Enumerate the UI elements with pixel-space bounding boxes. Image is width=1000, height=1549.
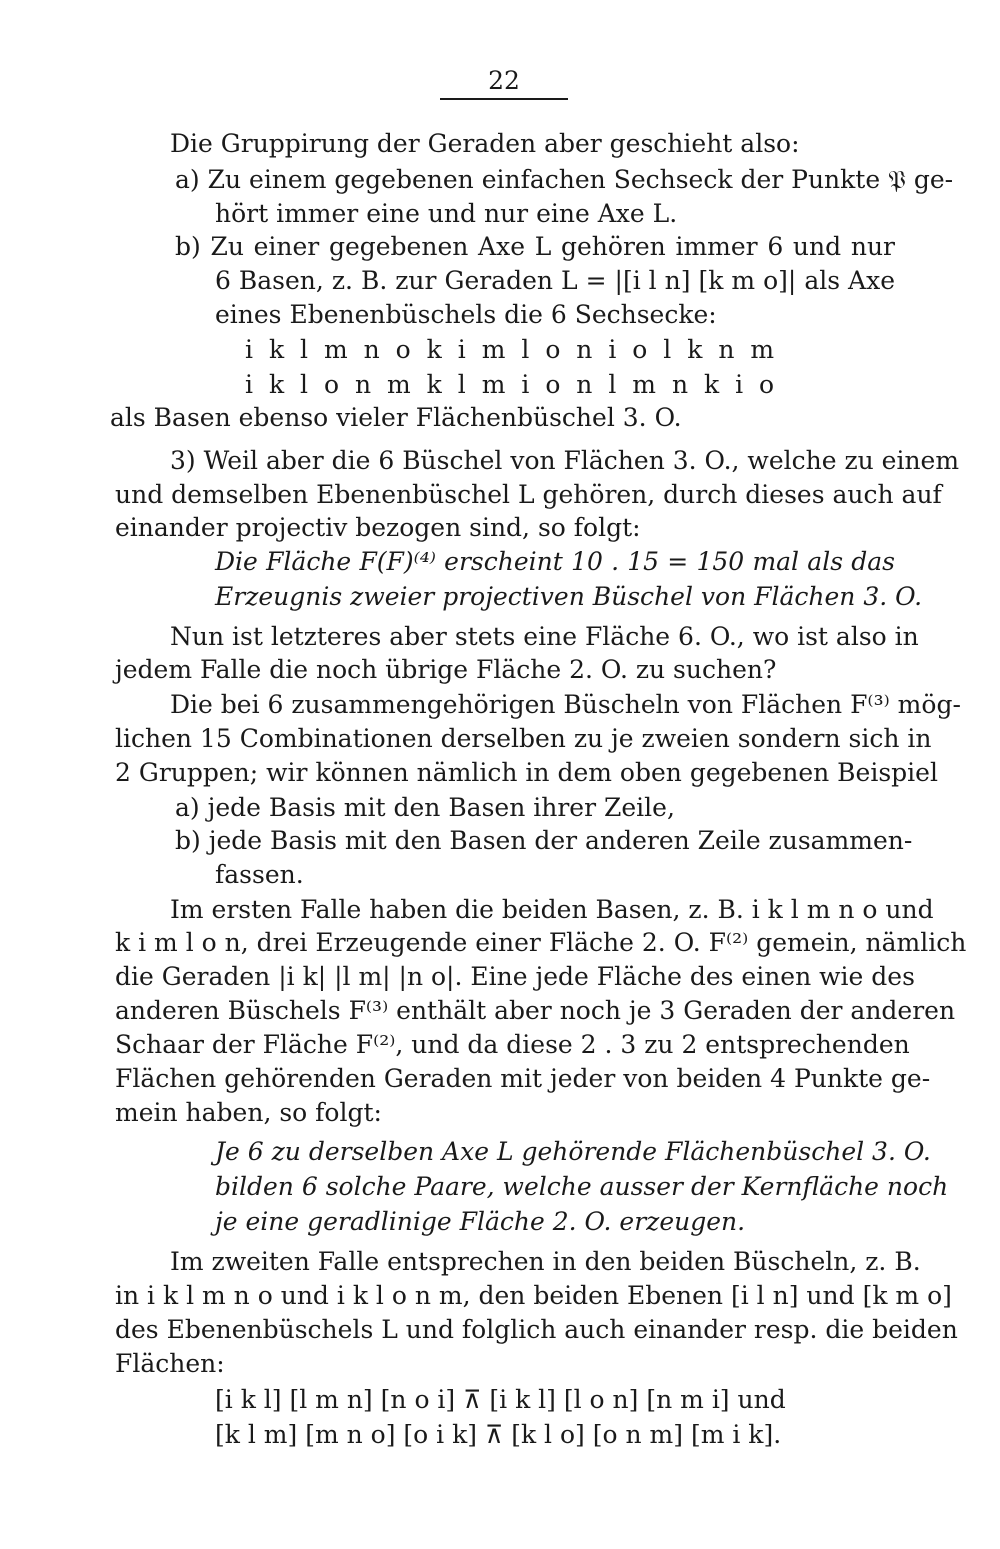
- text-line: k i m l o n, drei Erzeugende einer Fläche 2. O. F⁽²⁾ gemein, nämlich: [115, 928, 967, 957]
- theorem-line: Je 6 zu derselben Axe L gehörende Flächenbüschel 3. O.: [215, 1137, 931, 1166]
- theorem-line: Erzeugnis zweier projectiven Büschel von Flächen 3. O.: [215, 582, 923, 611]
- page-number: 22: [440, 66, 568, 100]
- text-line: fassen.: [215, 860, 304, 889]
- text-line: Die Gruppirung der Geraden aber geschieht also:: [170, 129, 800, 158]
- text-line: a) jede Basis mit den Basen ihrer Zeile,: [175, 793, 675, 822]
- text-line: einander projectiv bezogen sind, so folgt:: [115, 513, 641, 542]
- hexagon-row-2: i k l o n m k l m i o n l m n k i o: [245, 370, 779, 399]
- text-line: und demselben Ebenenbüschel L gehören, durch dieses auch auf: [115, 480, 942, 509]
- text-line: lichen 15 Combinationen derselben zu je zweien sondern sich in: [115, 724, 932, 753]
- text-line: Im ersten Falle haben die beiden Basen, z. B. i k l m n o und: [170, 895, 934, 924]
- text-line: anderen Büschels F⁽³⁾ enthält aber noch je 3 Geraden der anderen: [115, 996, 956, 1025]
- text-line: 3) Weil aber die 6 Büschel von Flächen 3. O., welche zu einem: [170, 446, 960, 475]
- correspondence-row-2: [k l m] [m n o] [o i k] ⊼ [k l o] [o n m] [m i k].: [215, 1420, 782, 1449]
- text-line: die Geraden |i k| |l m| |n o|. Eine jede Fläche des einen wie des: [115, 962, 915, 991]
- text-line: b) jede Basis mit den Basen der anderen Zeile zusammen-: [175, 826, 913, 855]
- text-line: b) Zu einer gegebenen Axe L gehören immer 6 und nur: [175, 232, 895, 261]
- text-line: Nun ist letzteres aber stets eine Fläche 6. O., wo ist also in: [170, 622, 919, 651]
- text-line: Flächen:: [115, 1349, 225, 1378]
- text-line: Im zweiten Falle entsprechen in den beiden Büscheln, z. B.: [170, 1247, 921, 1276]
- text-line: des Ebenenbüschels L und folglich auch einander resp. die beiden: [115, 1315, 958, 1344]
- theorem-line: je eine geradlinige Fläche 2. O. erzeugen.: [215, 1207, 746, 1236]
- text-line: als Basen ebenso vieler Flächenbüschel 3. O.: [110, 403, 682, 432]
- text-line: Flächen gehörenden Geraden mit jeder von beiden 4 Punkte ge-: [115, 1064, 931, 1093]
- text-line: 2 Gruppen; wir können nämlich in dem oben gegebenen Beispiel: [115, 758, 938, 787]
- text-line: jedem Falle die noch übrige Fläche 2. O. zu suchen?: [115, 655, 777, 684]
- text-line: hört immer eine und nur eine Axe L.: [215, 199, 678, 228]
- text-line: Schaar der Fläche F⁽²⁾, und da diese 2 . 3 zu 2 entsprechenden: [115, 1030, 910, 1059]
- correspondence-row-1: [i k l] [l m n] [n o i] ⊼ [i k l] [l o n] [n m i] und: [215, 1385, 786, 1414]
- theorem-line: bilden 6 solche Paare, welche ausser der Kernfläche noch: [215, 1172, 949, 1201]
- text-line: in i k l m n o und i k l o n m, den beiden Ebenen [i l n] und [k m o]: [115, 1281, 952, 1310]
- hexagon-row-1: i k l m n o k i m l o n i o l k n m: [245, 335, 779, 364]
- text-line: a) Zu einem gegebenen einfachen Sechseck der Punkte 𝔓 ge-: [175, 165, 954, 194]
- text-line: 6 Basen, z. B. zur Geraden L = |[i l n] [k m o]| als Axe: [215, 266, 895, 295]
- theorem-line: Die Fläche F(F)⁽⁴⁾ erscheint 10 . 15 = 150 mal als das: [215, 547, 895, 576]
- text-line: Die bei 6 zusammengehörigen Büscheln von Flächen F⁽³⁾ mög-: [170, 690, 961, 719]
- text-line: eines Ebenenbüschels die 6 Sechsecke:: [215, 300, 717, 329]
- text-line: mein haben, so folgt:: [115, 1098, 382, 1127]
